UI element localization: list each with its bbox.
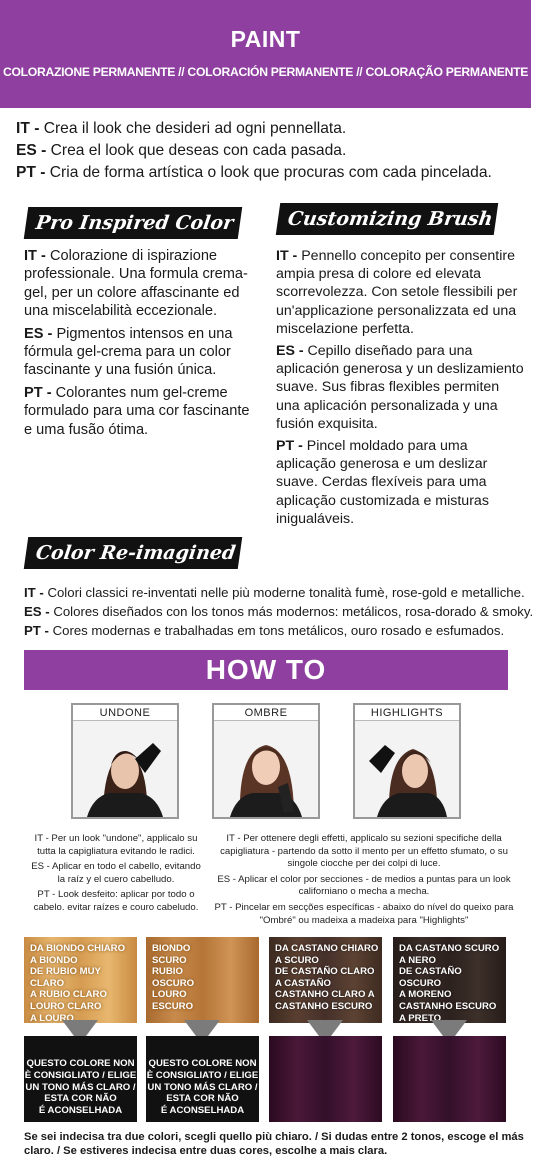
customizing-it: IT - Pennello concepito per consentire ampia presa di colore ed elevata scorrevolezza. Con setole flessibili per un'applicazione personalizzata ed una miscelazione perfetta. bbox=[276, 248, 518, 337]
undone-instr-pt: PT - Look desfeito: aplicar por todo o cabelo. evitar raízes e couro cabeludo. bbox=[33, 889, 199, 913]
undone-instructions bbox=[30, 833, 202, 918]
photo-undone-label: UNDONE bbox=[73, 705, 177, 721]
swatch-dark-brown-text: DA CASTANO SCURO A NERO DE CASTAÑO OSCURO A MORENO CASTANHO ESCURO A PRETO bbox=[399, 943, 500, 1023]
customizing-brush-heading: Customizing Brush bbox=[276, 203, 498, 235]
intro-block bbox=[16, 118, 526, 184]
page-subtitle: COLORAZIONE PERMANENTE // COLORACIÓN PERMANENTE // COLORAÇÃO PERMANENTE bbox=[2, 65, 529, 79]
swatch-light-blonde bbox=[24, 937, 137, 1023]
ombre-instr-pt: PT - Pincelar em secções específicas - abaixo do nível do queixo para "Ombré" ou madeixa a madeixa para "Highlights" bbox=[214, 901, 514, 926]
pro-inspired-pt: PT - Colorantes num gel-creme formulado para uma cor fascinante e uma fusão ótima. bbox=[24, 384, 250, 438]
woman-gloves-photo-icon bbox=[73, 721, 177, 817]
photo-ombre-label: OMBRE bbox=[214, 705, 318, 721]
howto-banner: HOW TO bbox=[24, 650, 508, 690]
swatch-light-brown-text: DA CASTANO CHIARO A SCURO DE CASTAÑO CLARO A CASTAÑO CASTANHO CLARO A CASTANHO ESCURO bbox=[275, 943, 379, 1012]
undone-instr-es: ES - Aplicar en todo el cabello, evitando la raíz y el cuero cabelludo. bbox=[31, 861, 201, 885]
page-title: PAINT bbox=[230, 26, 301, 52]
customizing-pt: PT - Pincel moldado para uma aplicação generosa e um deslizar suave. Cerdas flexíveis para uma aplicação customizada e misturas inigualáveis. bbox=[276, 438, 489, 527]
woman-highlights-photo-icon bbox=[355, 721, 459, 817]
photo-ombre bbox=[212, 703, 320, 819]
pro-inspired-es: ES - Pigmentos intensos en una fórmula gel-crema para un color fascinante y una fusión única. bbox=[24, 325, 233, 379]
undone-instr-it: IT - Per un look "undone", applicalo su tutta la capigliatura evitando le radici. bbox=[34, 833, 198, 857]
swatch-dark-blonde bbox=[146, 937, 259, 1023]
pro-inspired-heading: Pro Inspired Color bbox=[24, 207, 242, 239]
intro-line-pt: PT - Cria de forma artística o look que procuras com cada pincelada. bbox=[16, 164, 492, 181]
ombre-highlights-instructions bbox=[206, 833, 522, 930]
photo-highlights bbox=[353, 703, 461, 819]
result-not-recommended-1: QUESTO COLORE NON È CONSIGLIATO / ELIGE UN TONO MÁS CLARO / ESTA COR NÃO É ACONSELHADA bbox=[24, 1036, 137, 1122]
result-not-recommended-2: QUESTO COLORE NON È CONSIGLIATO / ELIGE UN TONO MÁS CLARO / ESTA COR NÃO É ACONSELHADA bbox=[146, 1036, 259, 1122]
reimagined-heading: Color Re-imagined bbox=[24, 537, 242, 569]
reimagined-es: ES - Colores diseñados con los tonos más modernos: metálicos, rosa-dorado & smoky. bbox=[24, 604, 533, 619]
ombre-instr-es: ES - Aplicar el color por secciones - de medios a puntas para un look californiano o mecha a mecha. bbox=[217, 873, 511, 898]
customizing-es: ES - Cepillo diseñado para una aplicación generosa y un deslizamiento suave. Sus fibras flexibles permiten una aplicación personalizada y una fusión exquisita. bbox=[276, 343, 524, 432]
customizing-brush-body bbox=[276, 247, 524, 532]
photo-highlights-label: HIGHLIGHTS bbox=[355, 705, 459, 721]
intro-line-it: IT - Crea il look che desideri ad ogni pennellata. bbox=[16, 120, 347, 137]
reimagined-body bbox=[24, 583, 533, 640]
swatch-light-blonde-text: DA BIONDO CHIARO A BIONDO DE RUBIO MUY CLARO A RUBIO CLARO LOURO CLARO A LOURO bbox=[30, 943, 126, 1023]
swatch-light-brown bbox=[269, 937, 382, 1023]
pro-inspired-body bbox=[24, 247, 252, 443]
swatch-dark-blonde-text: BIONDO SCURO RUBIO OSCURO LOURO ESCURO bbox=[152, 943, 195, 1012]
swatch-dark-brown bbox=[393, 937, 506, 1023]
woman-brush-photo-icon bbox=[214, 721, 318, 817]
result-color-swatch-2 bbox=[393, 1036, 506, 1122]
photo-undone bbox=[71, 703, 179, 819]
reimagined-it: IT - Colori classici re-inventati nelle più moderne tonalità fumè, rose-gold e metalliche. bbox=[24, 585, 525, 600]
reimagined-pt: PT - Cores modernas e trabalhadas em tons metálicos, ouro rosado e esfumados. bbox=[24, 623, 505, 638]
ombre-instr-it: IT - Per ottenere degli effetti, applicalo su sezioni specifiche della capigliatura - partendo da sotto il mento per un effetto sfumato, o su singole ciocche per dei colpi di luce. bbox=[220, 833, 508, 870]
footer-note: Se sei indecisa tra due colori, scegli quello più chiaro. / Si dudas entre 2 tonos, escoge el más claro. / Se estiveres indecisa entre duas cores, escolhe a mais clara. bbox=[24, 1131, 524, 1157]
header-banner bbox=[0, 0, 531, 108]
result-color-swatch-1 bbox=[269, 1036, 382, 1122]
pro-inspired-it: IT - Colorazione di ispirazione professionale. Una formula crema-gel, per un colore affascinante ed una miscelabilità eccezionale. bbox=[24, 248, 248, 320]
intro-line-es: ES - Crea el look que deseas con cada pasada. bbox=[16, 142, 347, 159]
